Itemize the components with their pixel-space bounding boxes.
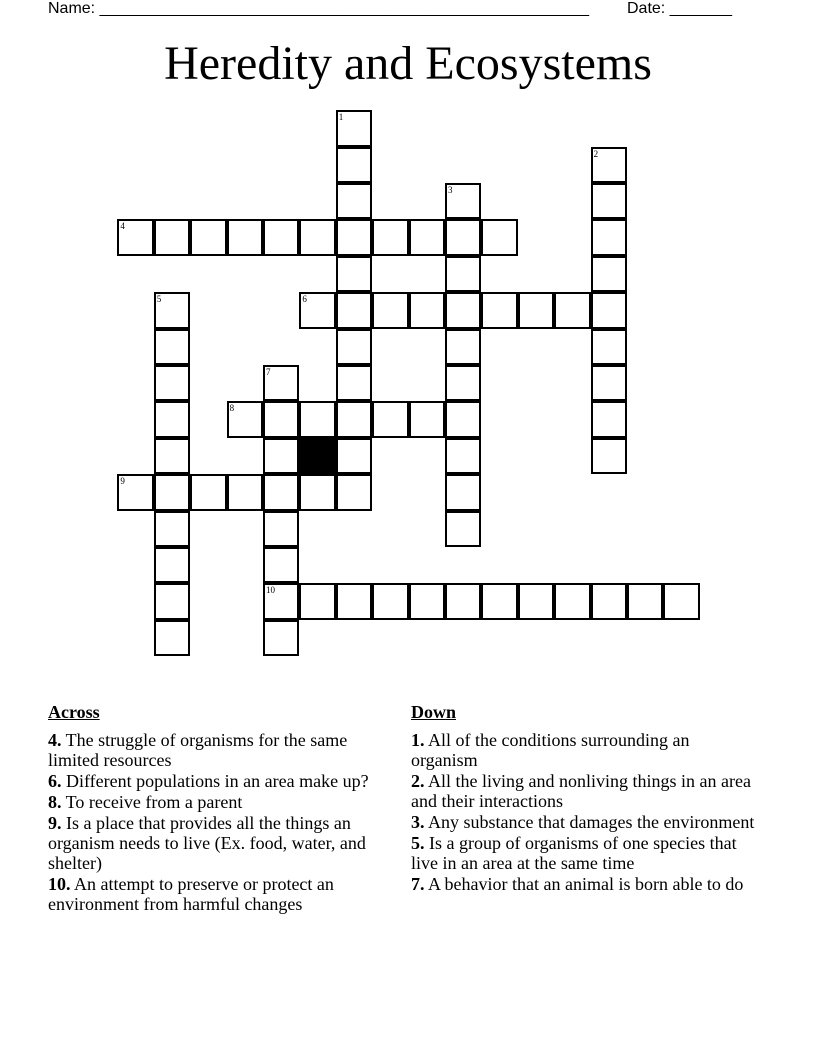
grid-cell[interactable]	[263, 547, 299, 583]
grid-cell[interactable]	[299, 401, 335, 437]
grid-cell[interactable]	[591, 219, 627, 255]
grid-cell[interactable]	[627, 583, 663, 619]
down-clues	[411, 702, 756, 895]
down-clue	[411, 730, 756, 770]
grid-cell[interactable]	[445, 401, 481, 437]
grid-cell[interactable]	[591, 438, 627, 474]
grid-cell[interactable]	[336, 401, 372, 437]
clue-text: Is a group of organisms of one species that live in an area at the same time	[411, 833, 737, 873]
grid-cell[interactable]	[336, 583, 372, 619]
across-clue	[48, 874, 393, 914]
cell-number: 1	[338, 112, 344, 123]
cell-number: 5	[156, 294, 162, 305]
grid-cell[interactable]	[117, 219, 153, 255]
cell-number: 3	[448, 185, 453, 195]
grid-cell[interactable]	[591, 183, 627, 219]
clue-text: Different populations in an area make up?	[61, 771, 369, 791]
grid-cell[interactable]	[518, 292, 554, 328]
grid-cell[interactable]	[409, 219, 445, 255]
cell-number: 2	[593, 148, 599, 159]
grid-cell[interactable]	[263, 511, 299, 547]
across-heading: Across	[48, 702, 100, 722]
grid-cell[interactable]	[154, 511, 190, 547]
grid-cell[interactable]	[554, 583, 590, 619]
clue-number: 5.	[411, 833, 425, 853]
down-clue	[411, 874, 756, 894]
grid-cell[interactable]	[445, 511, 481, 547]
grid-cell[interactable]	[591, 147, 627, 183]
clue-text: Is a place that provides all the things an organism needs to live (Ex. food, water, and shelter)	[48, 813, 366, 873]
grid-cell[interactable]	[591, 365, 627, 401]
grid-cell[interactable]	[117, 474, 153, 510]
grid-cell[interactable]	[299, 219, 335, 255]
grid-cell[interactable]	[154, 219, 190, 255]
clue-number: 6.	[48, 771, 62, 791]
grid-cell[interactable]	[227, 474, 263, 510]
date-field-label: Date: _______	[627, 0, 732, 17]
clue-text: To receive from a parent	[61, 792, 243, 812]
clue-text: A behavior that an animal is born able to do	[424, 874, 744, 894]
grid-cell[interactable]	[263, 474, 299, 510]
clue-number: 4.	[48, 730, 62, 750]
grid-cell[interactable]	[263, 583, 299, 619]
grid-cell[interactable]	[336, 183, 372, 219]
down-clue	[411, 833, 756, 873]
grid-cell[interactable]	[445, 329, 481, 365]
grid-cell[interactable]	[554, 292, 590, 328]
grid-cell[interactable]	[591, 329, 627, 365]
grid-cell[interactable]	[409, 292, 445, 328]
across-clue	[48, 771, 393, 791]
grid-cell[interactable]	[445, 438, 481, 474]
cell-number: 7	[266, 367, 271, 377]
down-clue-list	[411, 730, 756, 894]
clue-number: 7.	[411, 874, 425, 894]
down-heading: Down	[411, 702, 457, 722]
grid-cell[interactable]	[299, 292, 335, 328]
grid-cell[interactable]	[263, 365, 299, 401]
grid-cell[interactable]	[336, 474, 372, 510]
grid-cell[interactable]	[336, 256, 372, 292]
cell-number: 6	[302, 294, 307, 305]
grid-cell[interactable]	[336, 110, 372, 146]
grid-cell[interactable]	[336, 438, 372, 474]
down-clue	[411, 771, 756, 811]
grid-cell[interactable]	[154, 329, 190, 365]
across-clue	[48, 813, 393, 873]
clue-text: Any substance that damages the environment	[424, 812, 755, 832]
grid-cell[interactable]	[409, 401, 445, 437]
grid-cell[interactable]	[445, 183, 481, 219]
clue-text: All the living and nonliving things in an area and their interactions	[411, 771, 751, 811]
grid-cell[interactable]	[154, 620, 190, 656]
grid-cell[interactable]	[154, 438, 190, 474]
clue-number: 3.	[411, 812, 425, 832]
clue-text: The struggle of organisms for the same limited resources	[48, 730, 348, 770]
grid-cell[interactable]	[591, 401, 627, 437]
grid-cell[interactable]	[445, 292, 481, 328]
cell-number: 8	[229, 403, 235, 414]
grid-cell[interactable]	[263, 438, 299, 474]
page-title: Heredity and Ecosystems	[164, 37, 652, 90]
across-clue	[48, 792, 393, 812]
across-clues	[48, 702, 393, 915]
grid-cell[interactable]	[372, 219, 408, 255]
grid-cell[interactable]	[154, 365, 190, 401]
grid-cell[interactable]	[445, 256, 481, 292]
grid-cell[interactable]	[481, 583, 517, 619]
cell-number: 4	[120, 221, 125, 232]
grid-cell[interactable]	[154, 583, 190, 619]
clue-number: 10.	[48, 874, 71, 894]
clue-number: 9.	[48, 813, 62, 833]
grid-cell[interactable]	[518, 583, 554, 619]
grid-cell[interactable]	[372, 292, 408, 328]
grid-cell[interactable]	[372, 583, 408, 619]
clue-number: 2.	[411, 771, 425, 791]
grid-cell[interactable]	[481, 292, 517, 328]
grid-cell[interactable]	[190, 474, 226, 510]
clue-text: All of the conditions surrounding an organism	[411, 730, 690, 770]
grid-cell[interactable]	[445, 474, 481, 510]
black-cell	[299, 438, 335, 474]
clue-number: 1.	[411, 730, 425, 750]
grid-cell[interactable]	[591, 583, 627, 619]
grid-cell[interactable]	[336, 292, 372, 328]
grid-cell[interactable]	[372, 401, 408, 437]
grid-cell[interactable]	[445, 583, 481, 619]
down-clue	[411, 812, 756, 832]
grid-cell[interactable]	[263, 620, 299, 656]
grid-cell[interactable]	[154, 474, 190, 510]
name-field-label: Name: _______________________________________________________	[48, 0, 589, 17]
grid-cell[interactable]	[154, 292, 190, 328]
grid-cell[interactable]	[154, 401, 190, 437]
grid-cell[interactable]	[336, 329, 372, 365]
grid-cell[interactable]	[227, 401, 263, 437]
grid-cell[interactable]	[299, 583, 335, 619]
grid-cell[interactable]	[336, 365, 372, 401]
grid-cell[interactable]	[663, 583, 699, 619]
grid-cell[interactable]	[591, 256, 627, 292]
grid-cell[interactable]	[154, 547, 190, 583]
cell-number: 9	[120, 476, 125, 487]
grid-cell[interactable]	[481, 219, 517, 255]
grid-cell[interactable]	[227, 219, 263, 255]
grid-cell[interactable]	[190, 219, 226, 255]
across-clue-list	[48, 730, 393, 914]
cell-number: 10	[266, 585, 275, 596]
grid-cell[interactable]	[336, 219, 372, 255]
grid-cell[interactable]	[445, 365, 481, 401]
grid-cell[interactable]	[445, 219, 481, 255]
grid-cell[interactable]	[263, 219, 299, 255]
grid-cell[interactable]	[591, 292, 627, 328]
across-clue	[48, 730, 393, 770]
grid-cell[interactable]	[263, 401, 299, 437]
clue-text: An attempt to preserve or protect an environment from harmful changes	[48, 874, 334, 914]
grid-cell[interactable]	[299, 474, 335, 510]
clue-number: 8.	[48, 792, 62, 812]
grid-cell[interactable]	[409, 583, 445, 619]
grid-cell[interactable]	[336, 147, 372, 183]
